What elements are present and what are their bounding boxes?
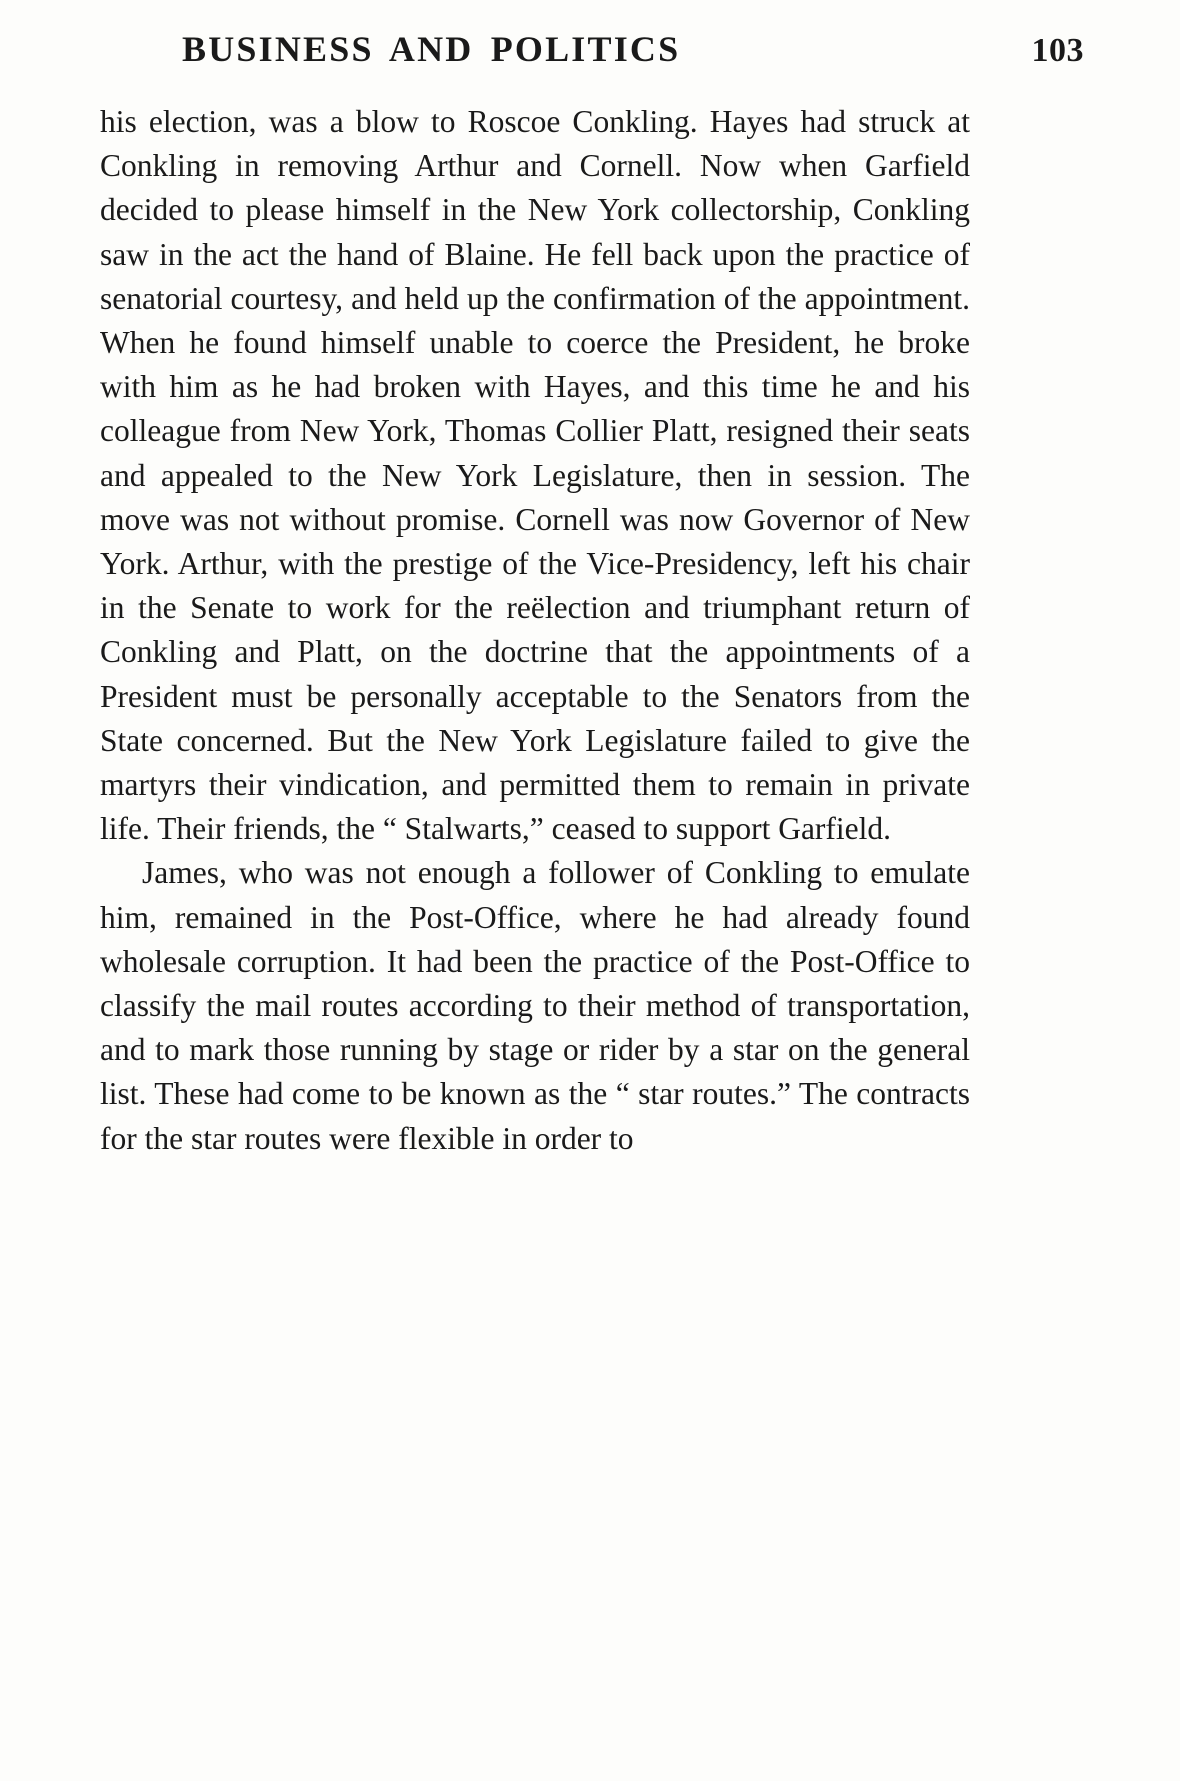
page-body xyxy=(100,100,970,1161)
page-number: 103 xyxy=(1031,32,1084,69)
paragraph: his election, was a blow to Roscoe Conkling. Hayes had struck at Conkling in removing Arthur and Cornell. Now when Garfield decided to please himself in the New York collectorship, Conkling saw in the act the hand of Blaine. He fell back upon the practice of senatorial courtesy, and held up the confirmation of the appointment. When he found himself unable to coerce the President, he broke with him as he had broken with Hayes, and this time he and his colleague from New York, Thomas Collier Platt, resigned their seats and appealed to the New York Legislature, then in session. The move was not without promise. Cornell was now Governor of New York. Arthur, with the prestige of the Vice-Presidency, left his chair in the Senate to work for the reëlection and triumphant return of Conkling and Platt, on the doctrine that the appointments of a President must be personally acceptable to the Senators from the State concerned. But the New York Legislature failed to give the martyrs their vindication, and permitted them to remain in private life. Their friends, the “ Stalwarts,” ceased to support Garfield. xyxy=(100,104,970,847)
page-header xyxy=(96,28,1084,82)
running-title: BUSINESS AND POLITICS xyxy=(182,29,681,69)
paragraph: James, who was not enough a follower of Conkling to emulate him, remained in the Post-Office, where he had already found wholesale corruption. It had been the practice of the Post-Office to classify the mail routes according to their method of transportation, and to mark those running by stage or rider by a star on the general list. These had come to be known as the “ star routes.” The contracts for the star routes were flexible in order to xyxy=(100,855,970,1156)
